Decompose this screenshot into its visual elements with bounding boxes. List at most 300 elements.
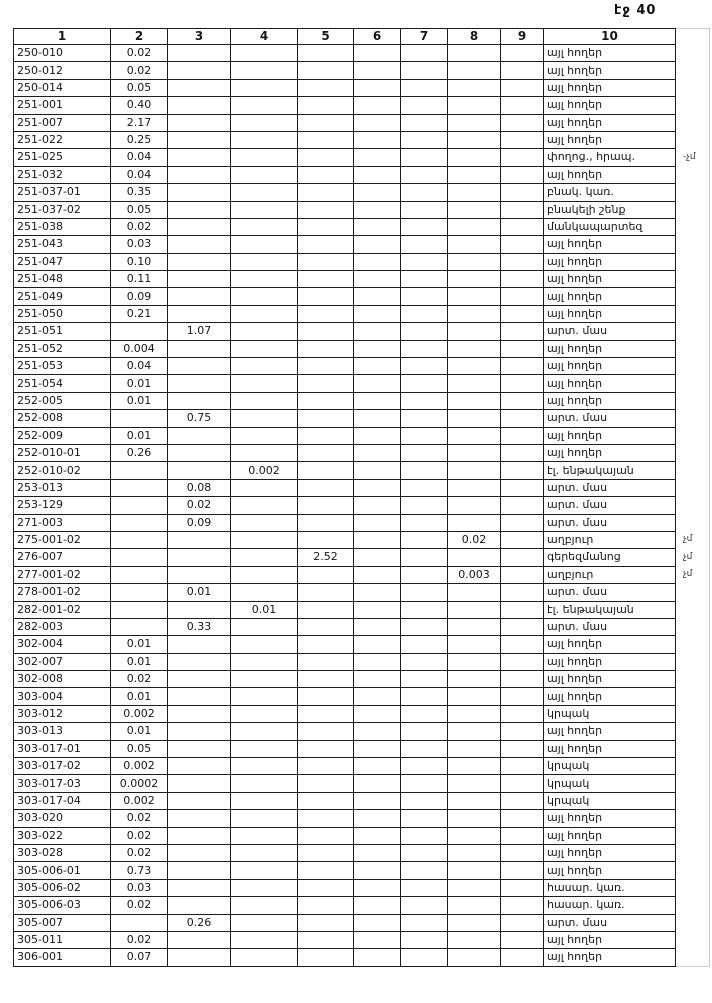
area-value-cell-col5 (298, 618, 354, 635)
area-value-cell-col7 (401, 949, 448, 966)
parcel-code-cell: 251-050 (14, 305, 111, 322)
area-value-cell-col6 (354, 375, 401, 392)
area-value-cell-col9 (501, 97, 544, 114)
area-value-cell-col7 (401, 879, 448, 896)
area-value-cell-col6 (354, 531, 401, 548)
area-value-cell-col6 (354, 114, 401, 131)
land-use-cell: այլ հողեր (544, 97, 676, 114)
parcel-code-cell: 250-010 (14, 45, 111, 62)
margin-note (676, 949, 710, 966)
area-value-cell-col3: 0.26 (168, 914, 231, 931)
area-value-cell-col6 (354, 688, 401, 705)
area-value-cell-col3 (168, 79, 231, 96)
area-value-cell-col7 (401, 862, 448, 879)
table-row (14, 323, 710, 340)
area-value-cell-col4 (231, 323, 298, 340)
area-value-cell-col9 (501, 288, 544, 305)
area-value-cell-col8 (448, 323, 501, 340)
area-value-cell-col3 (168, 827, 231, 844)
area-value-cell-col3 (168, 375, 231, 392)
area-value-cell-col3: 0.09 (168, 514, 231, 531)
area-value-cell-col4 (231, 897, 298, 914)
parcel-code-cell: 252-009 (14, 427, 111, 444)
area-value-cell-col7 (401, 236, 448, 253)
area-value-cell-col2: 0.01 (111, 688, 168, 705)
margin-note (676, 462, 710, 479)
table-row (14, 340, 710, 357)
margin-note (676, 253, 710, 270)
area-value-cell-col3: 0.01 (168, 584, 231, 601)
area-value-cell-col5 (298, 323, 354, 340)
table-row (14, 253, 710, 270)
area-value-cell-col5 (298, 671, 354, 688)
area-value-cell-col3 (168, 271, 231, 288)
table-row (14, 358, 710, 375)
column-header-2: 2 (111, 29, 168, 45)
area-value-cell-col7 (401, 514, 448, 531)
margin-note (676, 444, 710, 461)
table-row (14, 671, 710, 688)
area-value-cell-col3 (168, 358, 231, 375)
table-row (14, 653, 710, 670)
area-value-cell-col5 (298, 636, 354, 653)
area-value-cell-col9 (501, 862, 544, 879)
area-value-cell-col2: 0.002 (111, 705, 168, 722)
area-value-cell-col4 (231, 671, 298, 688)
margin-note (676, 844, 710, 861)
margin-note (676, 340, 710, 357)
margin-note (676, 392, 710, 409)
land-use-cell: այլ հողեր (544, 45, 676, 62)
column-header-10: 10 (544, 29, 676, 45)
area-value-cell-col5 (298, 97, 354, 114)
margin-note (676, 618, 710, 635)
margin-note (676, 236, 710, 253)
area-value-cell-col9 (501, 271, 544, 288)
margin-note (676, 410, 710, 427)
area-value-cell-col9 (501, 131, 544, 148)
area-value-cell-col5 (298, 427, 354, 444)
area-value-cell-col2 (111, 584, 168, 601)
land-use-cell: այլ հողեր (544, 62, 676, 79)
area-value-cell-col3 (168, 392, 231, 409)
margin-note (676, 427, 710, 444)
parcel-code-cell: 305-006-02 (14, 879, 111, 896)
area-value-cell-col5 (298, 758, 354, 775)
parcel-code-cell: 251-007 (14, 114, 111, 131)
area-value-cell-col4 (231, 218, 298, 235)
area-value-cell-col5 (298, 358, 354, 375)
parcel-code-cell: 271-003 (14, 514, 111, 531)
area-value-cell-col5 (298, 653, 354, 670)
area-value-cell-col3 (168, 566, 231, 583)
land-use-cell: արտ. մաս (544, 618, 676, 635)
land-use-cell: այլ հողեր (544, 358, 676, 375)
area-value-cell-col9 (501, 775, 544, 792)
page-number-label: էջ 40 (614, 3, 657, 18)
area-value-cell-col9 (501, 236, 544, 253)
area-value-cell-col7 (401, 566, 448, 583)
area-value-cell-col8 (448, 949, 501, 966)
area-value-cell-col4 (231, 653, 298, 670)
area-value-cell-col2: 0.21 (111, 305, 168, 322)
table-row (14, 410, 710, 427)
parcel-code-cell: 277-001-02 (14, 566, 111, 583)
area-value-cell-col9 (501, 62, 544, 79)
area-value-cell-col6 (354, 810, 401, 827)
area-value-cell-col3 (168, 792, 231, 809)
area-value-cell-col3 (168, 949, 231, 966)
area-value-cell-col8 (448, 236, 501, 253)
area-value-cell-col7 (401, 79, 448, 96)
area-value-cell-col6 (354, 323, 401, 340)
area-value-cell-col9 (501, 323, 544, 340)
area-value-cell-col2 (111, 514, 168, 531)
area-value-cell-col5 (298, 862, 354, 879)
table-row (14, 131, 710, 148)
area-value-cell-col5 (298, 201, 354, 218)
land-use-cell: այլ հողեր (544, 688, 676, 705)
area-value-cell-col4 (231, 62, 298, 79)
parcel-code-cell: 251-053 (14, 358, 111, 375)
table-row (14, 844, 710, 861)
area-value-cell-col7 (401, 253, 448, 270)
parcel-code-cell: 303-017-02 (14, 758, 111, 775)
area-value-cell-col3 (168, 218, 231, 235)
margin-note (676, 931, 710, 948)
area-value-cell-col2 (111, 914, 168, 931)
area-value-cell-col2: 0.25 (111, 131, 168, 148)
area-value-cell-col9 (501, 45, 544, 62)
area-value-cell-col2: 0.02 (111, 897, 168, 914)
land-use-cell: այլ հողեր (544, 653, 676, 670)
area-value-cell-col8 (448, 131, 501, 148)
area-value-cell-col7 (401, 897, 448, 914)
area-value-cell-col9 (501, 671, 544, 688)
area-value-cell-col6 (354, 271, 401, 288)
area-value-cell-col3 (168, 653, 231, 670)
area-value-cell-col4 (231, 531, 298, 548)
area-value-cell-col3 (168, 879, 231, 896)
area-value-cell-col7 (401, 201, 448, 218)
land-use-cell: այլ հողեր (544, 427, 676, 444)
area-value-cell-col4 (231, 340, 298, 357)
area-value-cell-col8: 0.02 (448, 531, 501, 548)
margin-note (676, 879, 710, 896)
parcel-code-cell: 251-048 (14, 271, 111, 288)
area-value-cell-col4 (231, 879, 298, 896)
area-value-cell-col2: 0.01 (111, 392, 168, 409)
area-value-cell-col3 (168, 740, 231, 757)
area-value-cell-col6 (354, 427, 401, 444)
area-value-cell-col2 (111, 549, 168, 566)
area-value-cell-col9 (501, 653, 544, 670)
area-value-cell-col4 (231, 723, 298, 740)
land-use-cell: այլ հողեր (544, 723, 676, 740)
area-value-cell-col5 (298, 392, 354, 409)
parcel-code-cell: 305-007 (14, 914, 111, 931)
area-value-cell-col4 (231, 444, 298, 461)
land-use-cell: այլ հողեր (544, 131, 676, 148)
column-header-8: 8 (448, 29, 501, 45)
area-value-cell-col7 (401, 740, 448, 757)
parcel-code-cell: 251-049 (14, 288, 111, 305)
margin-note (676, 323, 710, 340)
area-value-cell-col5 (298, 740, 354, 757)
land-use-cell: այլ հողեր (544, 740, 676, 757)
area-value-cell-col9 (501, 79, 544, 96)
parcel-code-cell: 251-037-02 (14, 201, 111, 218)
margin-note (676, 827, 710, 844)
area-value-cell-col3: 0.33 (168, 618, 231, 635)
land-use-cell: աղբյուր (544, 566, 676, 583)
area-value-cell-col4 (231, 305, 298, 322)
margin-note: չմ (683, 551, 693, 562)
area-value-cell-col2: 0.01 (111, 427, 168, 444)
area-value-cell-col3 (168, 444, 231, 461)
area-value-cell-col9 (501, 479, 544, 496)
land-use-cell: կրպակ (544, 792, 676, 809)
area-value-cell-col8 (448, 444, 501, 461)
area-value-cell-col9 (501, 705, 544, 722)
area-value-cell-col3 (168, 184, 231, 201)
area-value-cell-col4 (231, 740, 298, 757)
area-value-cell-col6 (354, 444, 401, 461)
area-value-cell-col8 (448, 462, 501, 479)
area-value-cell-col9 (501, 844, 544, 861)
area-value-cell-col2: 0.05 (111, 79, 168, 96)
land-use-cell: այլ հողեր (544, 236, 676, 253)
area-value-cell-col3 (168, 758, 231, 775)
land-use-cell: կրպակ (544, 758, 676, 775)
area-value-cell-col6 (354, 584, 401, 601)
table-row (14, 62, 710, 79)
area-value-cell-col2: 0.04 (111, 149, 168, 166)
margin-note (676, 114, 710, 131)
area-value-cell-col3 (168, 531, 231, 548)
parcel-code-cell: 306-001 (14, 949, 111, 966)
area-value-cell-col6 (354, 62, 401, 79)
area-value-cell-col4 (231, 201, 298, 218)
area-value-cell-col7 (401, 427, 448, 444)
area-value-cell-col8 (448, 62, 501, 79)
area-value-cell-col5 (298, 45, 354, 62)
margin-note (676, 792, 710, 809)
parcel-code-cell: 251-022 (14, 131, 111, 148)
area-value-cell-col7 (401, 531, 448, 548)
area-value-cell-col8 (448, 427, 501, 444)
parcel-code-cell: 251-052 (14, 340, 111, 357)
area-value-cell-col3 (168, 601, 231, 618)
area-value-cell-col7 (401, 723, 448, 740)
area-value-cell-col5 (298, 305, 354, 322)
area-value-cell-col3 (168, 149, 231, 166)
land-use-cell: էլ. ենթակայան (544, 462, 676, 479)
area-value-cell-col5 (298, 218, 354, 235)
area-value-cell-col4 (231, 549, 298, 566)
area-value-cell-col3 (168, 705, 231, 722)
land-use-cell: այլ հողեր (544, 949, 676, 966)
land-use-cell: այլ հողեր (544, 636, 676, 653)
area-value-cell-col8 (448, 79, 501, 96)
land-use-cell: այլ հողեր (544, 862, 676, 879)
land-use-cell: բնակելի շենք (544, 201, 676, 218)
area-value-cell-col2 (111, 479, 168, 496)
area-value-cell-col5 (298, 62, 354, 79)
margin-note (676, 914, 710, 931)
land-use-cell: այլ հողեր (544, 810, 676, 827)
area-value-cell-col6 (354, 775, 401, 792)
area-value-cell-col8 (448, 340, 501, 357)
area-value-cell-col9 (501, 566, 544, 583)
area-value-cell-col3: 0.75 (168, 410, 231, 427)
parcel-code-cell: 303-022 (14, 827, 111, 844)
table-row (14, 427, 710, 444)
area-value-cell-col7 (401, 810, 448, 827)
area-value-cell-col4 (231, 114, 298, 131)
area-value-cell-col9 (501, 427, 544, 444)
land-use-cell: այլ հողեր (544, 288, 676, 305)
area-value-cell-col6 (354, 479, 401, 496)
area-value-cell-col4 (231, 618, 298, 635)
land-use-cell: արտ. մաս (544, 323, 676, 340)
parcel-code-cell: 303-028 (14, 844, 111, 861)
area-value-cell-col4 (231, 949, 298, 966)
area-value-cell-col2: 0.01 (111, 636, 168, 653)
area-value-cell-col5 (298, 375, 354, 392)
area-value-cell-col9 (501, 218, 544, 235)
area-value-cell-col9 (501, 931, 544, 948)
area-value-cell-col7 (401, 392, 448, 409)
area-value-cell-col2 (111, 323, 168, 340)
area-value-cell-col3 (168, 636, 231, 653)
parcel-code-cell: 282-001-02 (14, 601, 111, 618)
area-value-cell-col8 (448, 45, 501, 62)
area-value-cell-col6 (354, 549, 401, 566)
area-value-cell-col7 (401, 271, 448, 288)
area-value-cell-col6 (354, 514, 401, 531)
area-value-cell-col5 (298, 288, 354, 305)
area-value-cell-col4 (231, 271, 298, 288)
area-value-cell-col7 (401, 305, 448, 322)
area-value-cell-col2: 0.004 (111, 340, 168, 357)
area-value-cell-col3 (168, 549, 231, 566)
margin-note (676, 705, 710, 722)
margin-note (676, 601, 710, 618)
area-value-cell-col3 (168, 288, 231, 305)
margin-note (676, 497, 710, 514)
margin-note (676, 218, 710, 235)
table-row (14, 949, 710, 966)
area-value-cell-col8 (448, 723, 501, 740)
area-value-cell-col3: 0.08 (168, 479, 231, 496)
area-value-cell-col2: 0.02 (111, 931, 168, 948)
parcel-code-cell: 303-020 (14, 810, 111, 827)
area-value-cell-col6 (354, 792, 401, 809)
table-row (14, 45, 710, 62)
margin-note (676, 514, 710, 531)
area-value-cell-col2 (111, 531, 168, 548)
margin-note: չմ (683, 568, 693, 579)
area-value-cell-col2: 0.01 (111, 375, 168, 392)
parcel-code-cell: 303-017-01 (14, 740, 111, 757)
land-use-cell: գերեզմանոց (544, 549, 676, 566)
area-value-cell-col8 (448, 149, 501, 166)
area-value-cell-col4 (231, 236, 298, 253)
parcel-code-cell: 302-008 (14, 671, 111, 688)
area-value-cell-col7 (401, 497, 448, 514)
area-value-cell-col3 (168, 340, 231, 357)
margin-note (676, 288, 710, 305)
area-value-cell-col2: 0.07 (111, 949, 168, 966)
land-use-cell: կրպակ (544, 705, 676, 722)
area-value-cell-col2 (111, 462, 168, 479)
area-value-cell-col2: 0.02 (111, 844, 168, 861)
area-value-cell-col4 (231, 149, 298, 166)
area-value-cell-col6 (354, 288, 401, 305)
area-value-cell-col9 (501, 375, 544, 392)
area-value-cell-col4 (231, 827, 298, 844)
area-value-cell-col3 (168, 45, 231, 62)
area-value-cell-col7 (401, 844, 448, 861)
table-row (14, 792, 710, 809)
area-value-cell-col5 (298, 688, 354, 705)
margin-note: չմ (683, 534, 693, 545)
area-value-cell-col4 (231, 45, 298, 62)
area-value-cell-col7 (401, 653, 448, 670)
margin-note: -չմ (683, 151, 696, 162)
area-value-cell-col8 (448, 792, 501, 809)
area-value-cell-col8 (448, 497, 501, 514)
parcel-code-cell: 251-051 (14, 323, 111, 340)
table-row (14, 810, 710, 827)
parcel-code-cell: 250-012 (14, 62, 111, 79)
area-value-cell-col9 (501, 914, 544, 931)
area-value-cell-col2: 0.0002 (111, 775, 168, 792)
area-value-cell-col9 (501, 392, 544, 409)
land-use-cell: փողոց., հրապ. (544, 149, 676, 166)
area-value-cell-col6 (354, 671, 401, 688)
area-value-cell-col8 (448, 549, 501, 566)
area-value-cell-col7 (401, 340, 448, 357)
table-row (14, 862, 710, 879)
land-use-cell: այլ հողեր (544, 392, 676, 409)
area-value-cell-col5 (298, 723, 354, 740)
area-value-cell-col4 (231, 479, 298, 496)
area-value-cell-col8 (448, 931, 501, 948)
area-value-cell-col5 (298, 792, 354, 809)
land-use-cell: այլ հողեր (544, 375, 676, 392)
area-value-cell-col8 (448, 184, 501, 201)
area-value-cell-col3 (168, 897, 231, 914)
area-value-cell-col5 (298, 131, 354, 148)
area-value-cell-col8 (448, 584, 501, 601)
table-row (14, 444, 710, 461)
area-value-cell-col3 (168, 810, 231, 827)
land-use-cell: այլ հողեր (544, 305, 676, 322)
area-value-cell-col5 (298, 166, 354, 183)
area-value-cell-col8 (448, 671, 501, 688)
area-value-cell-col7 (401, 288, 448, 305)
area-value-cell-col2: 0.40 (111, 97, 168, 114)
area-value-cell-col7 (401, 792, 448, 809)
margin-note (676, 810, 710, 827)
area-value-cell-col8 (448, 827, 501, 844)
parcel-code-cell: 250-014 (14, 79, 111, 96)
area-value-cell-col2: 2.17 (111, 114, 168, 131)
area-value-cell-col7 (401, 323, 448, 340)
parcel-code-cell: 251-054 (14, 375, 111, 392)
